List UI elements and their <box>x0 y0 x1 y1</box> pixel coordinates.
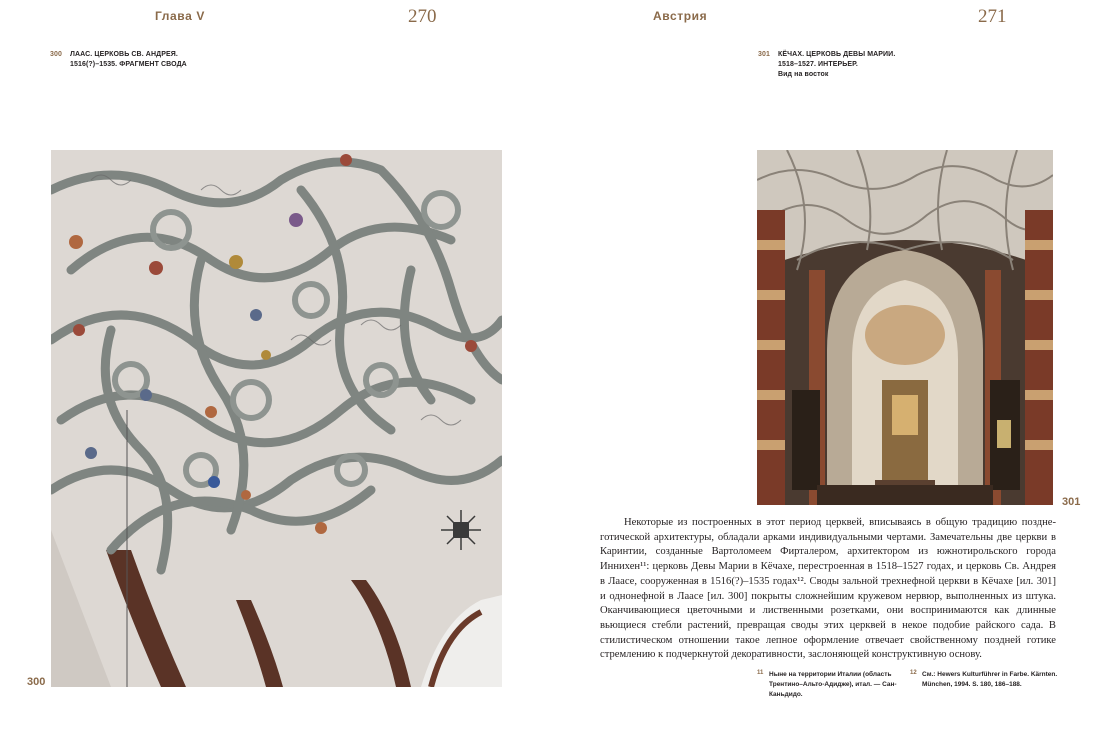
caption-line: 1516(?)–1535. ФРАГМЕНТ СВОДА <box>70 61 187 68</box>
caption-line: 1518–1527. ИНТЕРЬЕР. <box>778 61 858 68</box>
caption-line: КЁЧАХ. ЦЕРКОВЬ ДЕВЫ МАРИИ. <box>778 51 896 58</box>
footnote-text: См.: Hewers Kulturführer in Farbe. Kärnten. München, 1994. S. 180, 186–188. <box>922 671 1058 688</box>
page-number-left: 270 <box>408 6 437 27</box>
caption-line: ЛААС. ЦЕРКОВЬ СВ. АНДРЕЯ. <box>70 51 178 58</box>
running-head-left: Глава V <box>155 9 205 23</box>
vault-ribs-illustration <box>51 150 502 687</box>
plate-number-301: 301 <box>1062 496 1081 508</box>
caption-line: Вид на восток <box>778 71 829 78</box>
page-number-right: 271 <box>978 6 1007 27</box>
caption-number: 300 <box>50 51 62 58</box>
church-interior-illustration <box>757 150 1053 505</box>
footnote-number: 12 <box>910 670 917 676</box>
body-text: Некоторые из построенных в этот период церквей, вписываясь в общую традицию позднеготической архитектуры, обладали арками индивидуальными чертами. Замечательны две церкви в Каринтии, созданные Вартоломеем Фирталером, архитектором из южнотирольского города Иннихен¹¹: церковь Девы Марии в Кёчахе, перестроенная в 1518–1527 годах, и церковь Св. Андрея в Лаасе, сооруженная в 1516(?)–1535 годах¹². Своды зальной трехнефной церкви в Кёчахе [ил. 301] и однонефной в Лаасе [ил. 300] покрыты сложнейшим кружевом нервюр, выполненных из штука. Оканчивающиеся цветочными и лиственными розетками, они воспринимаются как длинные вьющиеся стебли растений, превращая своды этих церквей в некое подобие райского сада. В стилистическом отношении такое лепное оформление отвечает свойственному поздней готике стремлению к подчеркнутой декоративности, заслоняющей конструктивную основу. <box>600 517 1056 661</box>
footnote-number: 11 <box>757 670 764 676</box>
footnote-text: Ныне на территории Италии (область Трентино–Альто-Адидже), итал. — Сан-Каньдидо. <box>769 671 897 698</box>
plate-301-interior-photo <box>757 150 1053 505</box>
plate-number-300: 300 <box>27 676 46 688</box>
plate-300-vault-photo <box>51 150 502 687</box>
running-head-right: Австрия <box>653 9 708 23</box>
caption-number: 301 <box>758 51 770 58</box>
